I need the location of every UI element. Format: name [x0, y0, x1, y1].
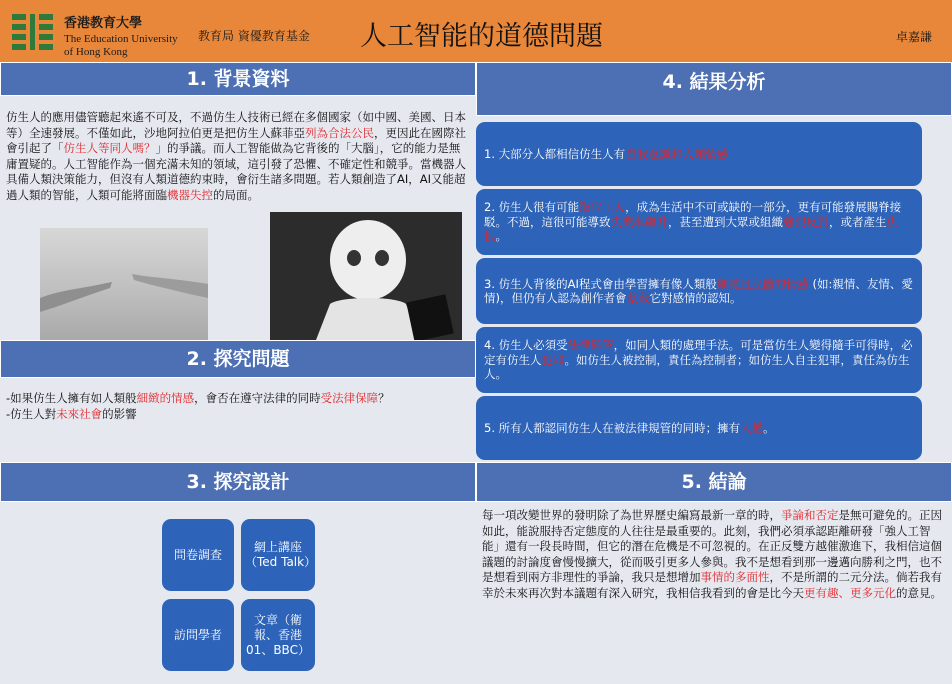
- design-node-lecture: 網上講座（Ted Talk）: [241, 519, 315, 591]
- section-header-results: 4. 結果分析: [476, 62, 952, 116]
- design-node-interview: 訪問學者: [162, 599, 234, 671]
- section-header-question: 2. 探究問題: [0, 340, 476, 378]
- question-line-1: -如果仿生人擁有如人類般細緻的情感，會否在遵守法律的同時受法律保障？: [6, 391, 390, 405]
- result-item-4: 4. 仿生人必須受法律監管，如同人類的處理手法。可是當仿生人變得隨手可得時，必定有仿生人犯罪。如仿生人被控制，責任為控制者；如仿生人自主犯罪，責任為仿生人。: [476, 327, 922, 393]
- robot-photo: [270, 212, 462, 340]
- result-item-2: 2. 仿生人很有可能取代工人，成為生活中不可或缺的一部分，更有可能發展賜脊接駁。不過，這很可能導致失業率飆升，甚至遭到大眾或組織強烈反對，或者產生仇恨。: [476, 189, 922, 255]
- design-node-survey: 問卷調查: [162, 519, 234, 591]
- section-header-design: 3. 探究設計: [0, 462, 476, 502]
- result-item-3: 3. 仿生人背後的AI程式會由學習擁有像人類般細膩且立體的情感 (如:親情、友情、愛情)，但仍有人認為創作者會蒙蔽它對感情的認知。: [476, 258, 922, 324]
- design-node-articles: 文章（衛報、香港01、BBC）: [241, 599, 315, 671]
- organization-label: 教育局 資優教育基金: [198, 29, 310, 43]
- section-header-background: 1. 背景資料: [0, 62, 476, 96]
- result-item-5: 5. 所有人都認同仿生人在被法律規管的同時；擁有人權。: [476, 396, 922, 460]
- eduhk-logo-icon: [10, 12, 56, 52]
- header-bar: [0, 0, 952, 62]
- background-text: 仿生人的應用儘管聽起來遙不可及，不過仿生人技術已經在多個國家（如中國、美國、日本等）全速發展。不僅如此，沙地阿拉伯更是把仿生人蘇菲亞列為合法公民，更因此在國際社會引起了「仿生人等同人嗎？」的爭議。而人工智能做為它背後的「大腦」，它的能力是無庸置疑的。人工智能作為一個充滿未知的領域，這引發了恐懼、不確定性和競爭。當機器人具備人類決策能力，但沒有人類道德約束時，會衍生諸多問題。若人類創造了AI，AI又能超過人類的智能，人類可能將面臨機器失控的局面。: [6, 110, 466, 202]
- author-name: 卓嘉謙: [896, 30, 933, 44]
- conclusion-text: 每一項改變世界的發明除了為世界歷史編寫最新一章的時，爭論和否定是無可避免的。正因如此，能說服持否定態度的人往往是最重要的。此刻，我們必須承認距離研發「強人工智能」還有一段長時間，但它的潛在危機是不可忽視的。在正反雙方越催激進下，我相信這個議題的討論度會慢慢擴大，從而吸引更多人參與。我不是想看到那一邊邁向勝利之門，也不是想看到兩方非理性的爭論，我只是想增加事情的多面性，不是所謂的二元分法。倘若我有幸於未來再次對本議題有深入研究，我相信我看到的會是比今天更有趣、更多元化的意見。: [482, 508, 942, 600]
- hands-photo: [40, 228, 208, 340]
- logo-english-name-line2: of Hong Kong: [64, 46, 128, 58]
- section-header-conclusion: 5. 結論: [476, 462, 952, 502]
- logo-english-name-line1: The Education University: [64, 33, 178, 45]
- question-line-2: -仿生人對未來社會的影響: [6, 406, 137, 421]
- page-title: 人工智能的道德問題: [360, 21, 603, 52]
- logo-chinese-name: 香港教育大學: [64, 16, 143, 31]
- result-item-1: 1. 大部分人都相信仿生人有自我意識和人類情感: [476, 122, 922, 186]
- design-panel: [0, 502, 476, 684]
- question-text: [6, 391, 472, 422]
